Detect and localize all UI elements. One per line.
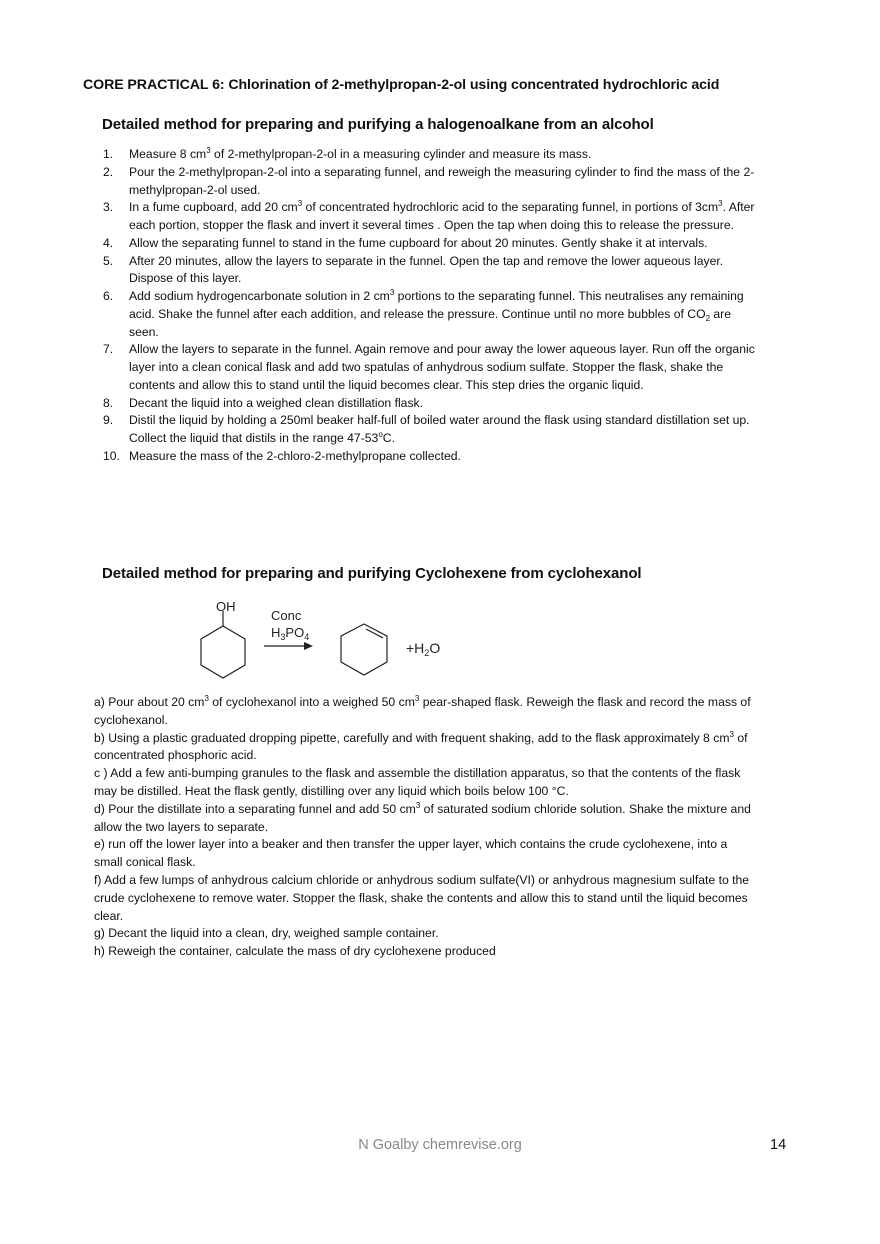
method-paragraph: c ) Add a few anti-bumping granules to the flask and assemble the distillation apparatus, so that the contents of the flask may be distilled. Heat the flask gently, distilling over any liquid which boils below 100 °C. bbox=[94, 766, 741, 798]
method-paragraph: g) Decant the liquid into a clean, dry, weighed sample container. bbox=[94, 926, 439, 941]
supscript: o bbox=[378, 430, 383, 439]
method-step bbox=[103, 412, 763, 448]
cyclohexene-structure bbox=[341, 624, 387, 675]
step-text: After 20 minutes, allow the layers to separate in the funnel. Open the tap and remove the lower aqueous layer. Dispose of this layer. bbox=[129, 253, 724, 286]
step-text: Add sodium hydrogencarbonate solution in 2 $cm^3$ portions to the separating funnel. This neutralises any remaining acid. Shake the funnel after each addition, and release the pressure. Continue until no more bubbles of $CO_2$ are seen. bbox=[129, 288, 744, 339]
section-heading-halogenoalkane: Detailed method for preparing and purifying a halogenoalkane from an alcohol bbox=[102, 116, 654, 133]
halogenoalkane-method-list bbox=[103, 146, 763, 466]
supscript: 3 bbox=[718, 199, 723, 209]
condition-acid: $H_3PO_4$ bbox=[271, 625, 310, 642]
reaction-arrow-icon bbox=[264, 642, 313, 650]
footer-credit: N Goalby chemrevise.org bbox=[358, 1137, 522, 1153]
step-number: 10. bbox=[103, 448, 120, 463]
method-paragraph: f) Add a few lumps of anhydrous calcium chloride or anhydrous sodium sulfate(VI) or anhydrous magnesium sulfate to the crude cyclohexene to remove water. Stopper the flask, shake the contents and allow this to stand until the liquid becomes clear. bbox=[94, 872, 750, 923]
step-text: In a fume cupboard, add 20 $cm^3$ of concentrated hydrochloric acid to the separating funnel, in portions of $3cm^3$. After each portion, stopper the flask and invert it several times . Open the tap when doing this to release the pressure. bbox=[129, 199, 755, 232]
step-number: 4. bbox=[103, 235, 114, 250]
method-step bbox=[103, 199, 763, 235]
oh-label: OH bbox=[216, 599, 236, 614]
step-number: 1. bbox=[103, 147, 114, 161]
step-text: Distil the liquid by holding a 250ml beaker half-full of boiled water around the flask using standard distillation set up. Collect the liquid that distils in the range 47-53$^o$C. bbox=[129, 413, 750, 445]
supscript: 3 bbox=[415, 800, 421, 810]
method-step bbox=[103, 288, 763, 341]
page-number: 14 bbox=[770, 1137, 787, 1153]
page-title: CORE PRACTICAL 6: Chlorination of 2-methylpropan-2-ol using concentrated hydrochloric acid bbox=[83, 77, 720, 93]
supscript: 3 bbox=[389, 288, 395, 297]
method-step bbox=[103, 395, 763, 413]
method-step bbox=[103, 253, 763, 289]
condition-conc: Conc bbox=[271, 608, 302, 623]
method-paragraph: a) Pour about 20 $cm^3$ of cyclohexanol into a weighed 50 $cm^3$ pear-shaped flask. Reweigh the flask and record the mass of cyclohexanol. bbox=[94, 694, 751, 727]
method-step bbox=[103, 164, 763, 200]
step-text: Measure 8 $cm^3$ of 2-methylpropan-2-ol in a measuring cylinder and measure its mass. bbox=[129, 146, 592, 161]
supscript: 3 bbox=[204, 694, 209, 703]
method-step bbox=[103, 341, 763, 394]
supscript: 3 bbox=[297, 199, 303, 209]
step-text: Measure the mass of the 2-chloro-2-methylpropane collected. bbox=[129, 448, 461, 463]
method-paragraph: h) Reweigh the container, calculate the mass of dry cyclohexene produced bbox=[94, 944, 496, 959]
supscript: 3 bbox=[729, 729, 734, 739]
step-number: 5. bbox=[103, 253, 114, 268]
section-heading-cyclohexene: Detailed method for preparing and purifying Cyclohexene from cyclohexanol bbox=[102, 565, 642, 582]
supscript: 3 bbox=[414, 694, 420, 703]
step-text: Pour the 2-methylpropan-2-ol into a separating funnel, and reweigh the measuring cylinder to find the mass of the 2-methylpropan-2-ol used. bbox=[129, 164, 755, 197]
step-number: 7. bbox=[103, 342, 114, 357]
step-text: Decant the liquid into a weighed clean distillation flask. bbox=[129, 395, 424, 410]
step-text: Allow the separating funnel to stand in the fume cupboard for about 20 minutes. Gently shake it at intervals. bbox=[129, 235, 708, 250]
subscript: 2 bbox=[705, 313, 711, 323]
step-number: 8. bbox=[103, 395, 114, 410]
method-step bbox=[103, 146, 763, 164]
method-step bbox=[103, 448, 763, 466]
supscript: 3 bbox=[206, 146, 211, 155]
method-step bbox=[103, 235, 763, 253]
cyclohexanol-structure bbox=[201, 611, 245, 678]
step-text: Allow the layers to separate in the funnel. Again remove and pour away the lower aqueous layer. Run off the organic layer into a clean conical flask and add two spatulas of anhydrous sodium sulfate. Stopper the flask, shake the contents and allow this to stand until the liquid becomes clear. This step dries the organic liquid. bbox=[129, 342, 755, 392]
method-paragraph: b) Using a plastic graduated dropping pipette, carefully and with frequent shaking, add to the flask approximately 8 $cm^3$ of concentrated phosphoric acid. bbox=[94, 729, 748, 763]
step-number: 3. bbox=[103, 200, 114, 215]
method-paragraph: e) run off the lower layer into a beaker and then transfer the upper layer, which contains the crude cyclohexene, into a small conical flask. bbox=[94, 837, 728, 870]
cyclohexene-reaction-scheme bbox=[180, 595, 460, 685]
water-byproduct: $+H_2O$ bbox=[406, 640, 441, 658]
step-number: 6. bbox=[103, 289, 114, 303]
method-paragraph: d) Pour the distillate into a separating funnel and add 50 $cm^3$ of saturated sodium chloride solution. Shake the mixture and allow the two layers to separate. bbox=[94, 800, 751, 834]
step-number: 9. bbox=[103, 413, 114, 428]
step-number: 2. bbox=[103, 164, 114, 179]
cyclohexene-method-paragraphs bbox=[94, 694, 759, 961]
